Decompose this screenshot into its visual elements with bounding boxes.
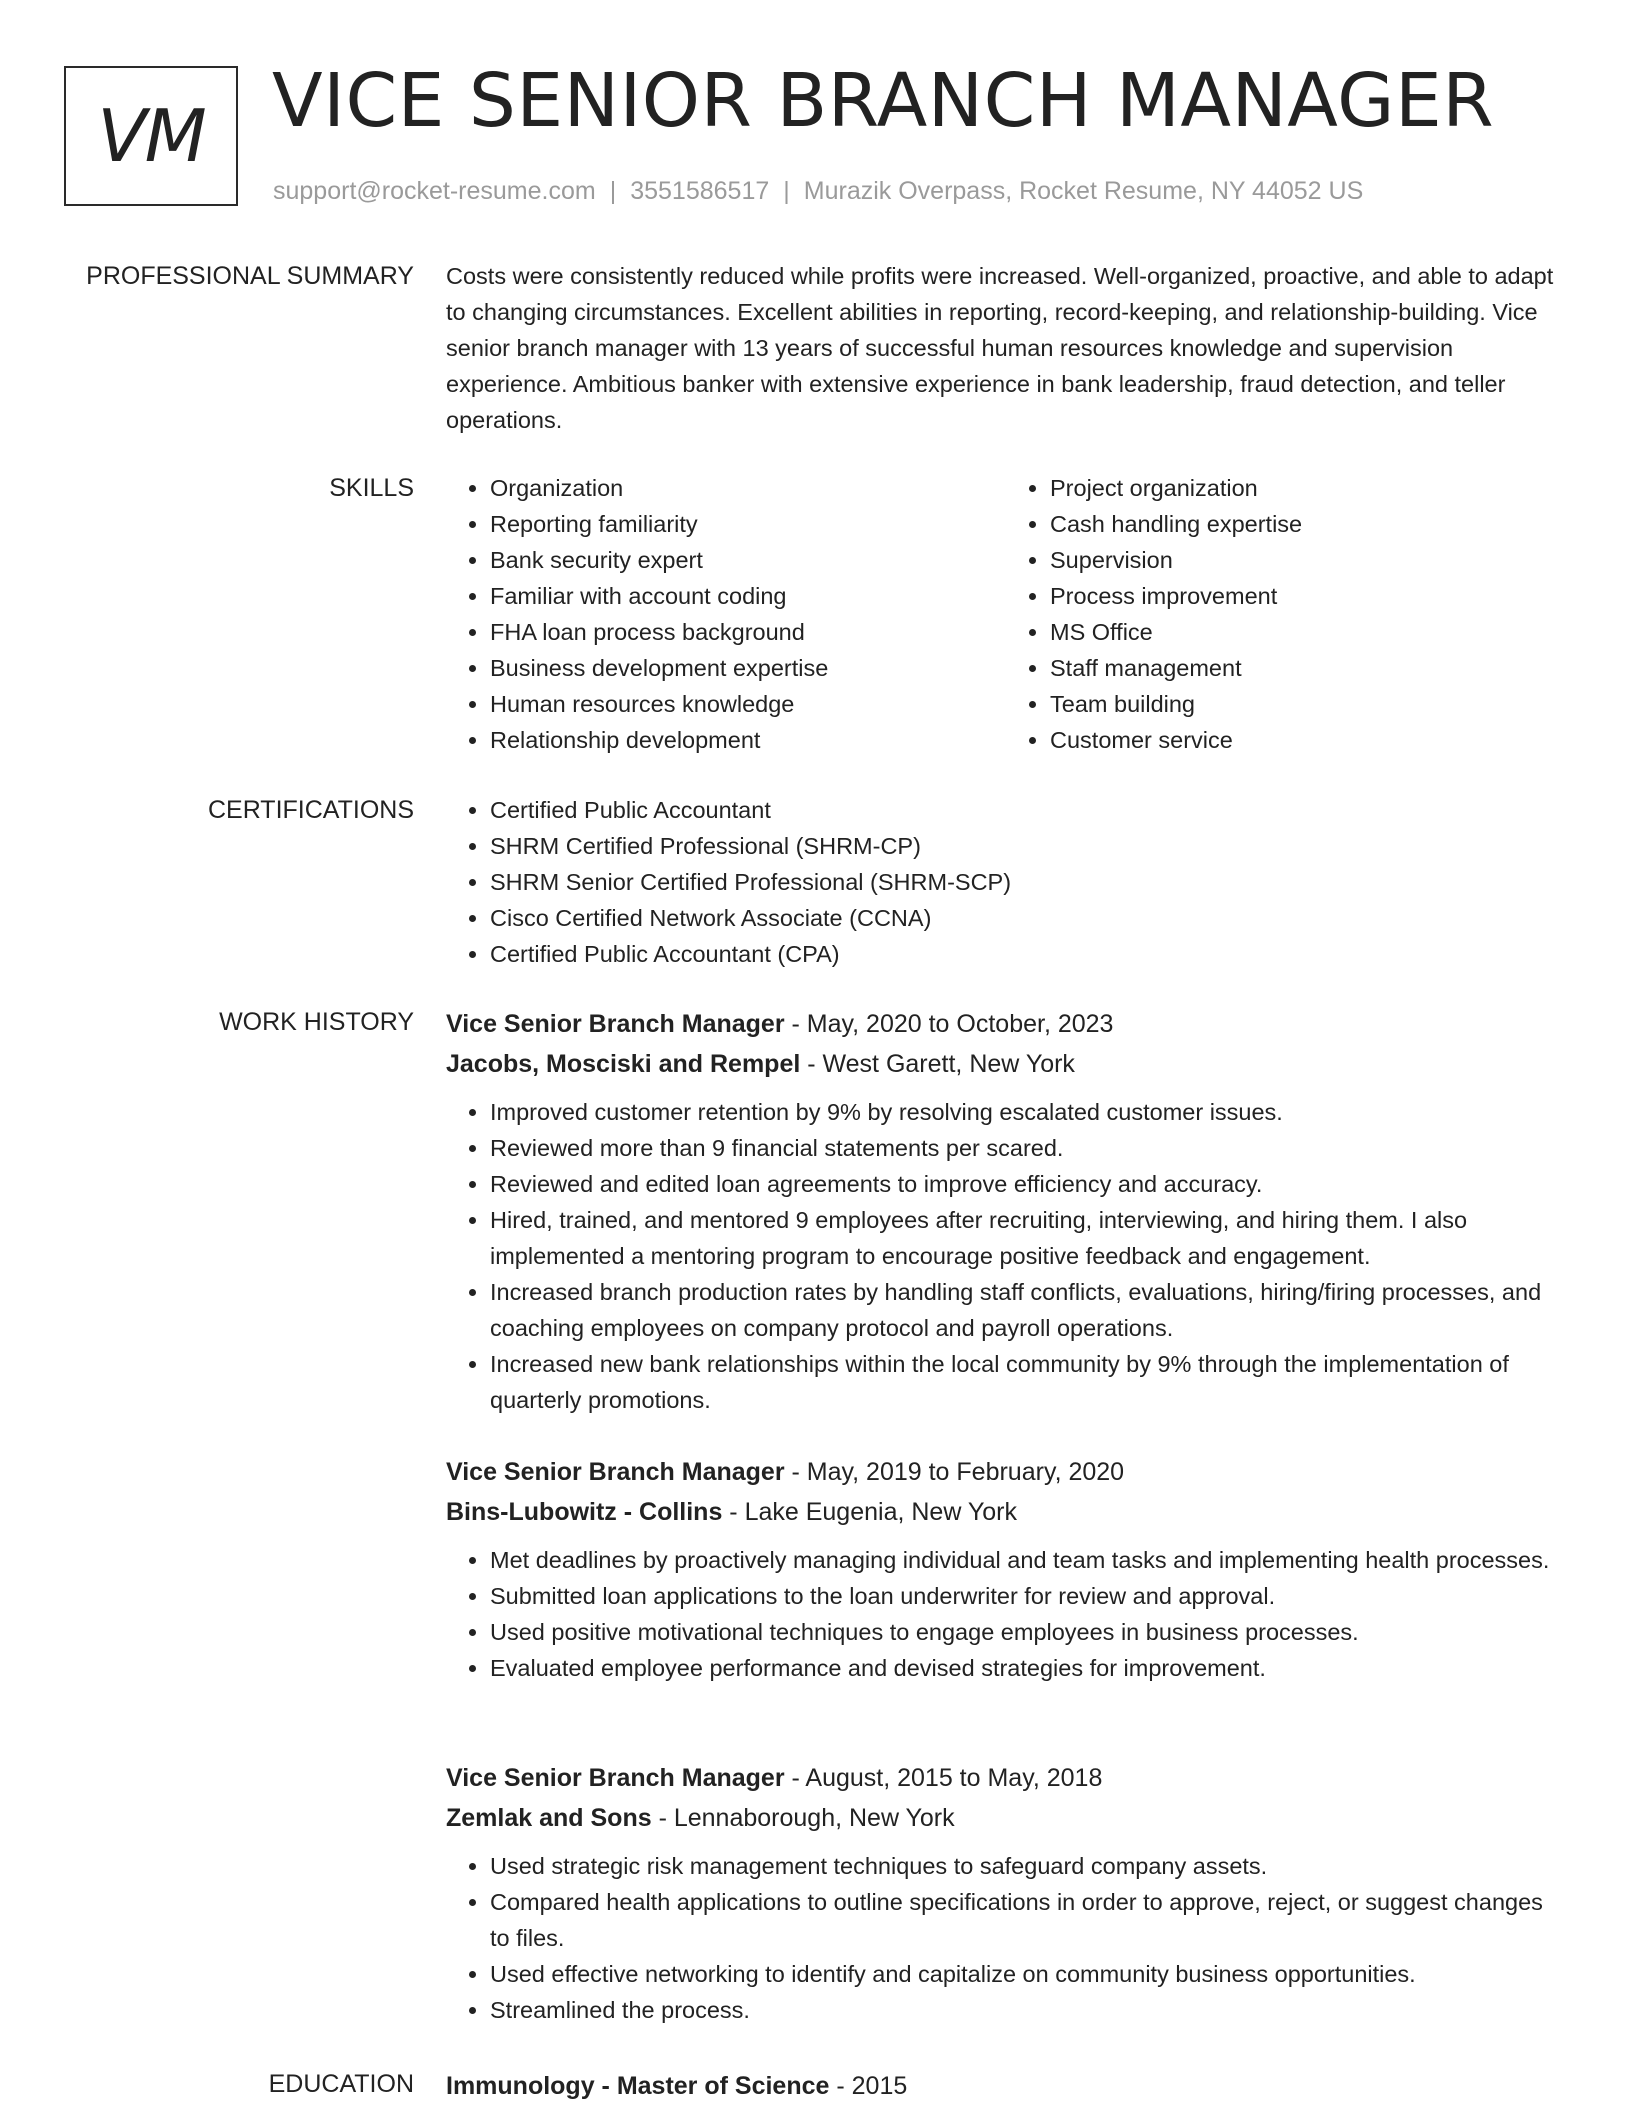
education-content bbox=[446, 2066, 1566, 2106]
summary-text: Costs were consistently reduced while profits were increased. Well-organized, proactive, and able to adapt to changing circumstances. Excellent abilities in reporting, record-keeping, and relationship-building. Vice senior branch manager with 13 years of successful human resources knowledge and supervision experience. Ambitious banker with extensive experience in bank leadership, fraud detection, and teller operations. bbox=[446, 263, 1554, 433]
contact-address: Murazik Overpass, Rocket Resume, NY 44052 US bbox=[803, 177, 1364, 205]
job-bullets bbox=[446, 1094, 1566, 1418]
job-company: Bins-Lubowitz - Collins bbox=[446, 1498, 723, 1526]
certification-item: • SHRM Certified Professional (SHRM-CP) bbox=[490, 828, 1566, 864]
certification-item: • Certified Public Accountant bbox=[490, 792, 1566, 828]
job-title-line bbox=[446, 1452, 1566, 1492]
certification-item: • SHRM Senior Certified Professional (SHRM-SCP) bbox=[490, 864, 1566, 900]
job-bullet: • Used positive motivational techniques to engage employees in business processes. bbox=[490, 1614, 1566, 1650]
skill-item: • Cash handling expertise bbox=[1050, 506, 1566, 542]
skills-list-right bbox=[1006, 470, 1566, 758]
job-title-line bbox=[446, 1004, 1566, 1044]
section-label: EDUCATION bbox=[268, 2070, 414, 2098]
job-bullet: • Streamlined the process. bbox=[490, 1992, 1566, 2028]
contact-separator: | bbox=[609, 177, 617, 205]
skill-item: • Relationship development bbox=[490, 722, 1006, 758]
job-bullet: • Evaluated employee performance and devised strategies for improvement. bbox=[490, 1650, 1566, 1686]
job-company-line bbox=[446, 1044, 1566, 1084]
contact-line bbox=[273, 174, 1363, 208]
job-title: Vice Senior Branch Manager bbox=[446, 1010, 785, 1038]
contact-email: support@rocket-resume.com bbox=[273, 177, 596, 205]
job-bullet: • Increased new bank relationships within the local community by 9% through the implementation of quarterly promotions. bbox=[490, 1346, 1566, 1418]
job-bullet: • Improved customer retention by 9% by resolving escalated customer issues. bbox=[490, 1094, 1566, 1130]
job-company-line bbox=[446, 1798, 1566, 1838]
monogram-logo: VM bbox=[64, 66, 238, 206]
section-label: CERTIFICATIONS bbox=[207, 796, 414, 824]
work-history-content bbox=[446, 1004, 1566, 2023]
skill-item: • MS Office bbox=[1050, 614, 1566, 650]
job-company: Zemlak and Sons bbox=[446, 1804, 652, 1832]
job-company-line bbox=[446, 1492, 1566, 1532]
page-title: VICE SENIOR BRANCH MANAGER bbox=[272, 58, 1495, 144]
contact-separator: | bbox=[783, 177, 790, 205]
section-label: WORK HISTORY bbox=[219, 1008, 414, 1036]
certifications-list bbox=[446, 792, 1566, 972]
job-title-line bbox=[446, 1758, 1566, 1798]
job-bullet: • Used strategic risk management techniques to safeguard company assets. bbox=[490, 1848, 1566, 1884]
skill-item: • Bank security expert bbox=[490, 542, 1006, 578]
skill-item: • Process improvement bbox=[1050, 578, 1566, 614]
certifications-content bbox=[446, 792, 1566, 972]
education-line bbox=[446, 2066, 1566, 2106]
skill-item: • FHA loan process background bbox=[490, 614, 1006, 650]
skill-item: • Organization bbox=[490, 470, 1006, 506]
section-label: SKILLS bbox=[329, 474, 414, 502]
job-bullet: • Increased branch production rates by handling staff conflicts, evaluations, hiring/firing processes, and coaching employees on company protocol and payroll operations. bbox=[490, 1274, 1566, 1346]
job-bullet: • Reviewed more than 9 financial statements per scared. bbox=[490, 1130, 1566, 1166]
education-degree: Immunology - Master of Science bbox=[446, 2072, 830, 2100]
contact-phone: 3551586517 bbox=[630, 177, 770, 205]
job-bullet: • Submitted loan applications to the loan underwriter for review and approval. bbox=[490, 1578, 1566, 1614]
certification-item: • Cisco Certified Network Associate (CCNA) bbox=[490, 900, 1566, 936]
skills-columns bbox=[446, 470, 1566, 758]
job-bullet: • Hired, trained, and mentored 9 employees after recruiting, interviewing, and hiring them. I also implemented a mentoring program to encourage positive feedback and engagement. bbox=[490, 1202, 1566, 1274]
job-bullet: • Compared health applications to outline specifications in order to approve, reject, or suggest changes to files. bbox=[490, 1884, 1566, 1956]
job-dates: - May, 2019 to February, 2020 bbox=[784, 1458, 1125, 1486]
skills-list-left bbox=[446, 470, 1006, 758]
job-company: Jacobs, Mosciski and Rempel bbox=[446, 1050, 801, 1078]
education-year: - 2015 bbox=[829, 2072, 908, 2100]
job-location: - West Garett, New York bbox=[800, 1050, 1075, 1078]
skill-item: • Familiar with account coding bbox=[490, 578, 1006, 614]
skill-item: • Human resources knowledge bbox=[490, 686, 1006, 722]
skill-item: • Team building bbox=[1050, 686, 1566, 722]
skill-item: • Customer service bbox=[1050, 722, 1566, 758]
job-bullet: • Reviewed and edited loan agreements to improve efficiency and accuracy. bbox=[490, 1166, 1566, 1202]
job-bullets bbox=[446, 1848, 1566, 2028]
job-entry bbox=[446, 1004, 1566, 1418]
job-bullets bbox=[446, 1542, 1566, 1686]
job-bullet: • Used effective networking to identify and capitalize on community business opportunities. bbox=[490, 1956, 1566, 1992]
skill-item: • Business development expertise bbox=[490, 650, 1006, 686]
job-title: Vice Senior Branch Manager bbox=[446, 1458, 785, 1486]
job-dates: - May, 2020 to October, 2023 bbox=[784, 1010, 1114, 1038]
job-location: - Lake Eugenia, New York bbox=[722, 1498, 1017, 1526]
job-entry bbox=[446, 1758, 1566, 2028]
certification-item: • Certified Public Accountant (CPA) bbox=[490, 936, 1566, 972]
skill-item: • Reporting familiarity bbox=[490, 506, 1006, 542]
skill-item: • Project organization bbox=[1050, 470, 1566, 506]
job-bullet: • Met deadlines by proactively managing individual and team tasks and implementing health processes. bbox=[490, 1542, 1566, 1578]
job-entry bbox=[446, 1452, 1566, 1686]
skill-item: • Staff management bbox=[1050, 650, 1566, 686]
skill-item: • Supervision bbox=[1050, 542, 1566, 578]
job-location: - Lennaborough, New York bbox=[651, 1804, 955, 1832]
summary-content bbox=[446, 258, 1566, 438]
job-title: Vice Senior Branch Manager bbox=[446, 1764, 785, 1792]
job-dates: - August, 2015 to May, 2018 bbox=[784, 1764, 1103, 1792]
section-label: PROFESSIONAL SUMMARY bbox=[86, 262, 414, 290]
